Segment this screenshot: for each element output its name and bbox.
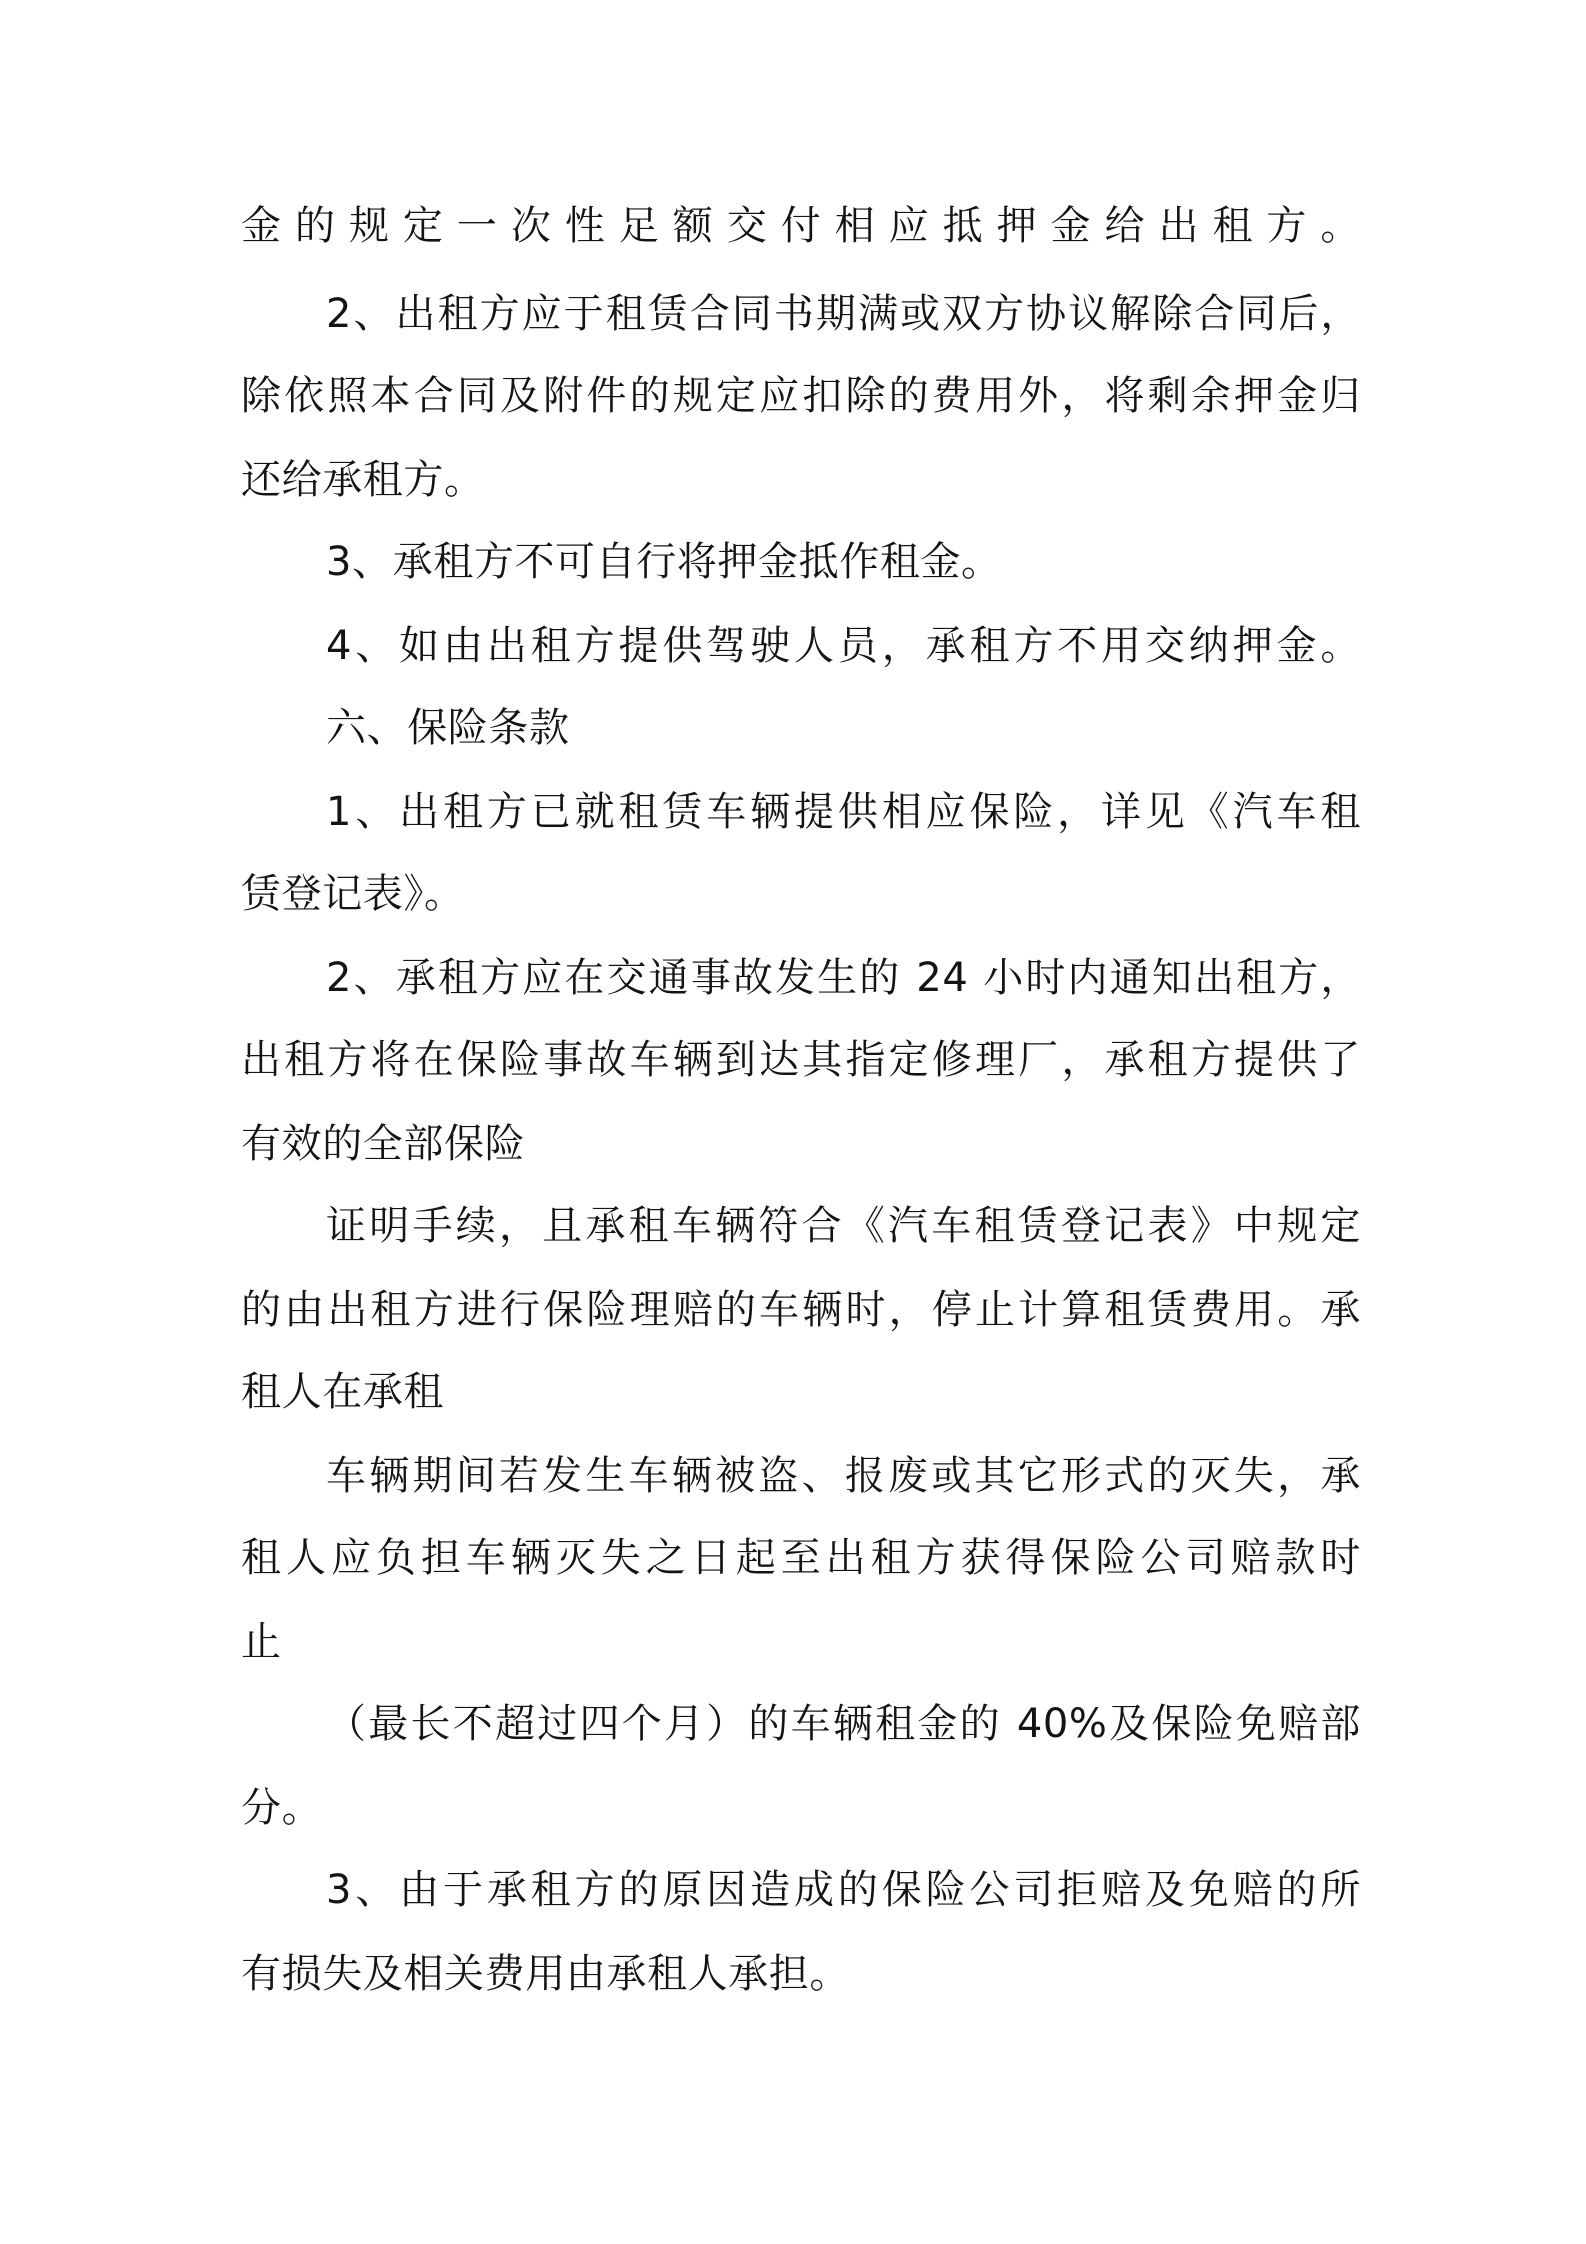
- text-line: 租人应负担车辆灭失之日起至出租方获得保险公司赔款时: [241, 1535, 1361, 1581]
- text-line: 有效的全部保险: [241, 1121, 526, 1167]
- text-line: 的由出租方进行保险理赔的车辆时，停止计算租赁费用。承: [241, 1287, 1361, 1333]
- text-line: 止: [241, 1619, 282, 1665]
- text-line: 3、由于承租方的原因造成的保险公司拒赔及免赔的所: [326, 1867, 1361, 1913]
- section-heading: 六、保险条款: [326, 705, 570, 751]
- text-line: 车辆期间若发生车辆被盗、报废或其它形式的灭失，承: [326, 1453, 1361, 1499]
- text-line: 还给承租方。: [241, 457, 485, 503]
- text-line: 4、如由出租方提供驾驶人员，承租方不用交纳押金。: [326, 623, 1361, 669]
- text-line: 2、出租方应于租赁合同书期满或双方协议解除合同后，: [326, 291, 1361, 337]
- text-line: 出租方将在保险事故车辆到达其指定修理厂，承租方提供了: [241, 1037, 1361, 1083]
- text-line: 分。: [241, 1785, 323, 1831]
- text-line: 3、承租方不可自行将押金抵作租金。: [326, 539, 1002, 585]
- text-line: 赁登记表》。: [241, 871, 465, 917]
- text-line: 证明手续，且承租车辆符合《汽车租赁登记表》中规定: [326, 1203, 1361, 1249]
- text-line: 1、出租方已就租赁车辆提供相应保险，详见《汽车租: [326, 789, 1361, 835]
- text-line: 有损失及相关费用由承租人承担。: [241, 1951, 850, 1997]
- text-line: 租人在承租: [241, 1369, 444, 1415]
- text-line: （最长不超过四个月）的车辆租金的 40%及保险免赔部: [326, 1701, 1361, 1747]
- text-line: 除依照本合同及附件的规定应扣除的费用外，将剩余押金归: [241, 373, 1361, 419]
- text-line: 金的规定一次性足额交付相应抵押金给出租方。: [241, 203, 1361, 249]
- text-line: 2、承租方应在交通事故发生的 24 小时内通知出租方，: [326, 955, 1361, 1001]
